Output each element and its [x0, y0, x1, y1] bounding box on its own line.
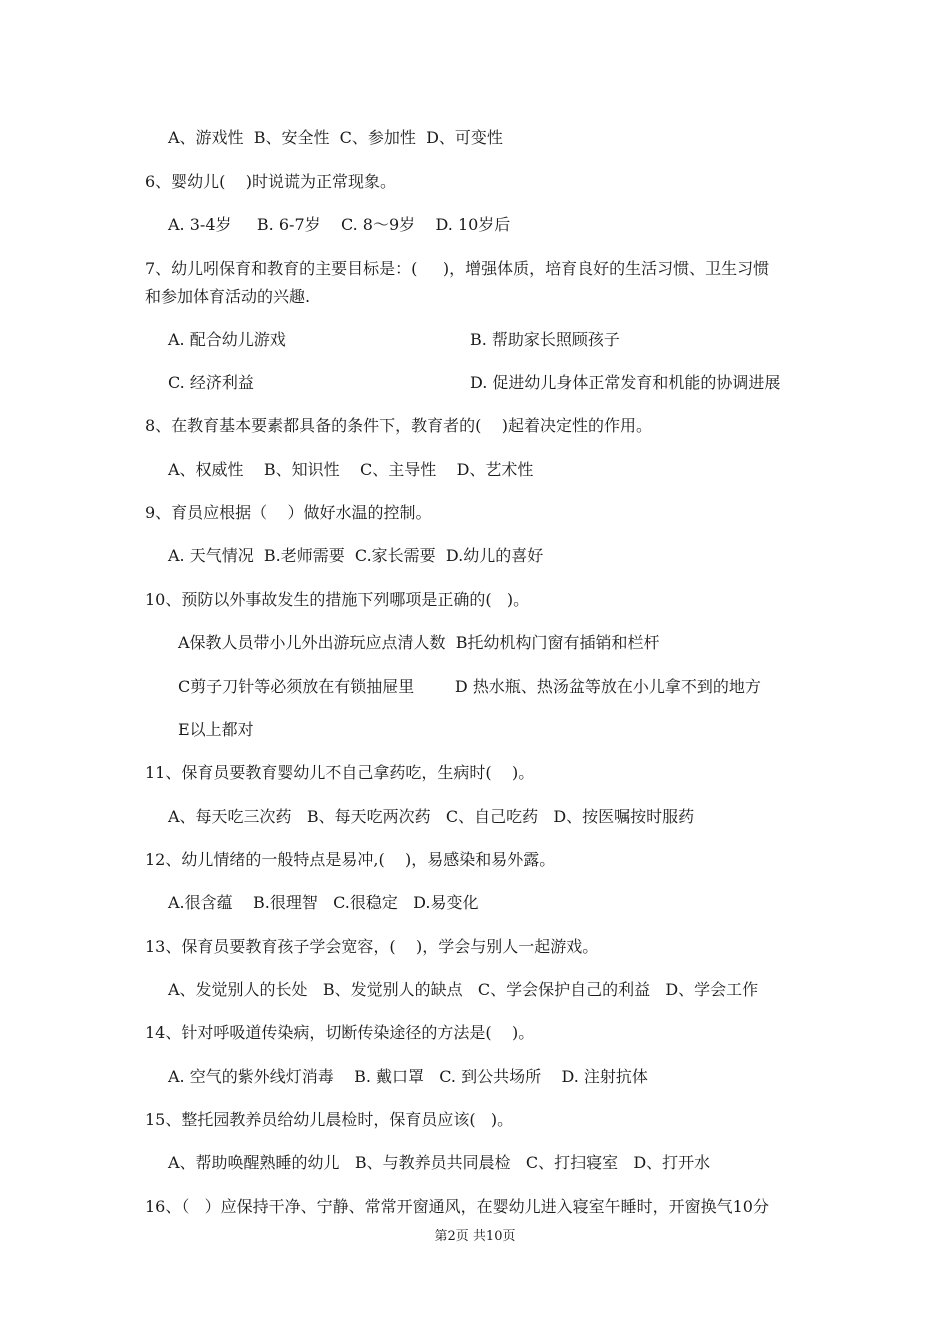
option-line: A.很含蕴 B.很理智 C.很稳定 D.易变化	[168, 893, 479, 912]
option-line: D. 促进幼儿身体正常发育和机能的协调进展	[470, 373, 781, 392]
question-line: 8、在教育基本要素都具备的条件下，教育者的( )起着决定性的作用。	[145, 416, 653, 435]
option-line: A、帮助唤醒熟睡的幼儿 B、与教养员共同晨检 C、打扫寝室 D、打开水	[168, 1153, 711, 1172]
option-line: A、游戏性 B、安全性 C、参加性 D、可变性	[168, 128, 503, 147]
option-line: C. 经济利益	[168, 373, 254, 392]
option-line: A. 天气情况 B.老师需要 C.家长需要 D.幼儿的喜好	[168, 546, 544, 565]
option-line: A. 配合幼儿游戏	[168, 330, 286, 349]
option-line: A. 空气的紫外线灯消毒 B. 戴口罩 C. 到公共场所 D. 注射抗体	[168, 1067, 648, 1086]
option-line: A、权威性 B、知识性 C、主导性 D、艺术性	[168, 460, 534, 479]
option-line: C剪子刀针等必须放在有锁抽屉里 D 热水瓶、热汤盆等放在小儿拿不到的地方	[178, 677, 761, 696]
option-line: A保教人员带小儿外出游玩应点清人数 B托幼机构门窗有插销和栏杆	[178, 633, 660, 652]
option-line: B. 帮助家长照顾孩子	[470, 330, 620, 349]
question-line: 10、预防以外事故发生的措施下列哪项是正确的( )。	[145, 590, 530, 609]
question-line: 16、（ ）应保持干净、宁静、常常开窗通风，在婴幼儿进入寝室午睡时，开窗换气10分	[145, 1197, 769, 1216]
question-line: 15、整托园教养员给幼儿晨检时，保育员应该( )。	[145, 1110, 514, 1129]
option-line: A、发觉别人的长处 B、发觉别人的缺点 C、学会保护自己的利益 D、学会工作	[168, 980, 759, 999]
question-line: 13、保育员要教育孩子学会宽容，( )，学会与别人一起游戏。	[145, 937, 599, 956]
question-line: 和参加体育活动的兴趣.	[145, 287, 311, 306]
option-line: A. 3-4岁 B. 6-7岁 C. 8～9岁 D. 10岁后	[168, 215, 511, 234]
page-footer: 第2页 共10页	[434, 1229, 516, 1244]
question-line: 12、幼儿情绪的一般特点是易冲,( )，易感染和易外露。	[145, 850, 556, 869]
question-line: 6、婴幼儿( )时说谎为正常现象。	[145, 172, 397, 191]
question-line: 14、针对呼吸道传染病，切断传染途径的方法是( )。	[145, 1023, 535, 1042]
question-line: 9、育员应根据（ ）做好水温的控制。	[145, 503, 432, 522]
question-line: 7、幼儿吲保育和教育的主要目标是：( )，增强体质，培育良好的生活习惯、卫生习惯	[145, 259, 770, 278]
question-line: 11、保育员要教育婴幼儿不自己拿药吃，生病时( )。	[145, 763, 535, 782]
option-line: A、每天吃三次药 B、每天吃两次药 C、自己吃药 D、按医嘱按时服药	[168, 807, 695, 826]
option-line: E以上都对	[178, 720, 254, 739]
